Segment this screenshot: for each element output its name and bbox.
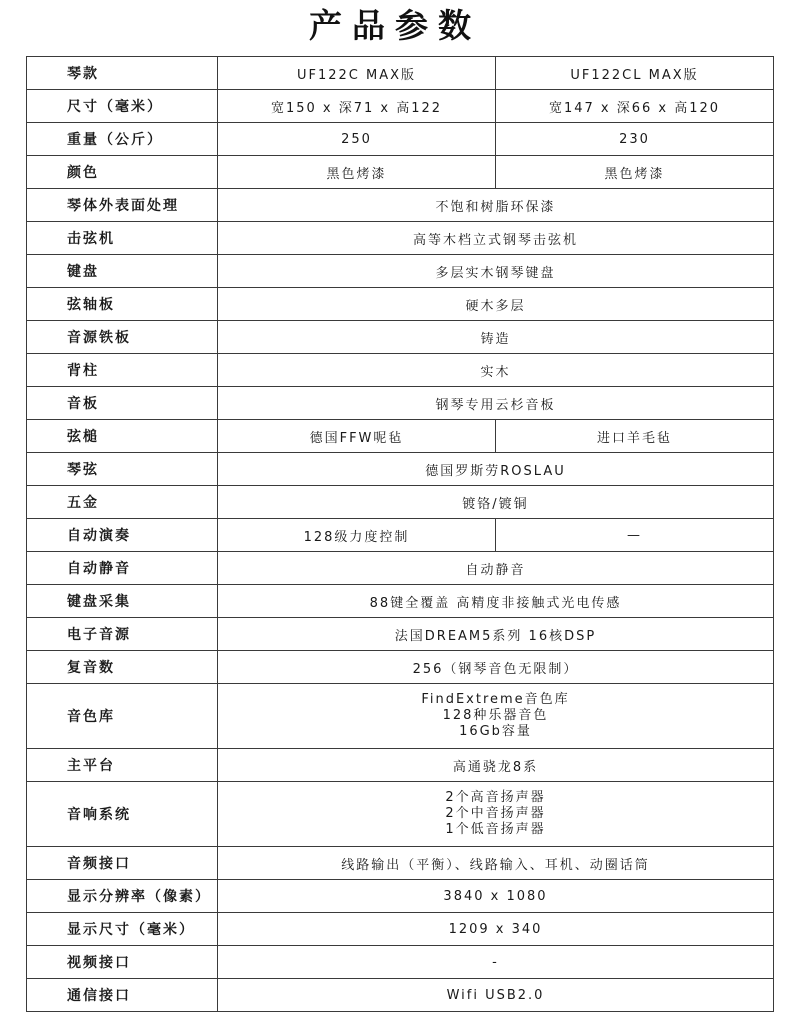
row-label: 主平台 xyxy=(27,749,218,782)
table-row xyxy=(27,354,774,387)
cell-line: 16Gb容量 xyxy=(459,724,532,739)
cell-value: 88键全覆盖 高精度非接触式光电传感 xyxy=(218,585,774,618)
row-label: 通信接口 xyxy=(27,979,218,1012)
row-label: 弦槌 xyxy=(27,420,218,453)
table-row xyxy=(27,486,774,519)
cell-value: 德国FFW呢毡 xyxy=(218,420,496,453)
cell-line: 128种乐器音色 xyxy=(442,708,549,723)
table-row xyxy=(27,847,774,880)
cell-value: 钢琴专用云杉音板 xyxy=(218,387,774,420)
row-label: 颜色 xyxy=(27,156,218,189)
cell-value: 多层实木钢琴键盘 xyxy=(218,255,774,288)
cell-value: UF122C MAX版 xyxy=(218,57,496,90)
table-row xyxy=(27,979,774,1012)
page-title: 产品参数 xyxy=(309,6,481,45)
cell-value: 自动静音 xyxy=(218,552,774,585)
cell-value: — xyxy=(496,519,774,552)
row-label: 背柱 xyxy=(27,354,218,387)
cell-value: 250 xyxy=(218,123,496,156)
table-row xyxy=(27,222,774,255)
row-label: 音频接口 xyxy=(27,847,218,880)
cell-value: 1209 x 340 xyxy=(218,913,774,946)
table-row xyxy=(27,420,774,453)
cell-value: 高通骁龙8系 xyxy=(218,749,774,782)
table-row xyxy=(27,57,774,90)
row-label: 音源铁板 xyxy=(27,321,218,354)
table-row xyxy=(27,585,774,618)
table-row xyxy=(27,288,774,321)
cell-value: 128级力度控制 xyxy=(218,519,496,552)
row-label: 键盘采集 xyxy=(27,585,218,618)
row-label: 琴体外表面处理 xyxy=(27,189,218,222)
cell-line: FindExtreme音色库 xyxy=(421,692,570,707)
row-label: 琴弦 xyxy=(27,453,218,486)
cell-value xyxy=(218,782,774,847)
row-label: 自动静音 xyxy=(27,552,218,585)
table-row xyxy=(27,90,774,123)
row-label: 音色库 xyxy=(27,684,218,749)
row-label: 自动演奏 xyxy=(27,519,218,552)
table-row xyxy=(27,189,774,222)
cell-value: 3840 x 1080 xyxy=(218,880,774,913)
row-label: 琴款 xyxy=(27,57,218,90)
table-row xyxy=(27,387,774,420)
row-label: 显示分辨率（像素） xyxy=(27,880,218,913)
table-row xyxy=(27,453,774,486)
table-row xyxy=(27,123,774,156)
row-label: 音板 xyxy=(27,387,218,420)
cell-value: 黑色烤漆 xyxy=(218,156,496,189)
cell-value: 不饱和树脂环保漆 xyxy=(218,189,774,222)
table-row xyxy=(27,321,774,354)
table-row xyxy=(27,880,774,913)
table-row xyxy=(27,156,774,189)
row-label: 音响系统 xyxy=(27,782,218,847)
cell-value: 线路输出（平衡）、线路输入、耳机、动圈话筒 xyxy=(218,847,774,880)
table-row xyxy=(27,552,774,585)
row-label: 视频接口 xyxy=(27,946,218,979)
cell-value: 宽147 x 深66 x 高120 xyxy=(496,90,774,123)
cell-value: - xyxy=(218,946,774,979)
cell-value: 黑色烤漆 xyxy=(496,156,774,189)
cell-value xyxy=(218,684,774,749)
table-row xyxy=(27,913,774,946)
spec-table xyxy=(26,56,774,1012)
cell-value: Wifi USB2.0 xyxy=(218,979,774,1012)
row-label: 五金 xyxy=(27,486,218,519)
cell-value: 高等木档立式钢琴击弦机 xyxy=(218,222,774,255)
table-row xyxy=(27,749,774,782)
cell-value: 进口羊毛毡 xyxy=(496,420,774,453)
cell-value: 宽150 x 深71 x 高122 xyxy=(218,90,496,123)
cell-line: 1个低音扬声器 xyxy=(445,822,546,837)
cell-value: 实木 xyxy=(218,354,774,387)
table-row xyxy=(27,782,774,847)
row-label: 显示尺寸（毫米） xyxy=(27,913,218,946)
row-label: 重量（公斤） xyxy=(27,123,218,156)
table-row xyxy=(27,684,774,749)
row-label: 击弦机 xyxy=(27,222,218,255)
table-row xyxy=(27,651,774,684)
cell-value: UF122CL MAX版 xyxy=(496,57,774,90)
table-row xyxy=(27,946,774,979)
cell-value: 德国罗斯劳ROSLAU xyxy=(218,453,774,486)
cell-line: 2个中音扬声器 xyxy=(445,806,546,821)
cell-line: 2个高音扬声器 xyxy=(445,790,546,805)
cell-value: 256（钢琴音色无限制） xyxy=(218,651,774,684)
row-label: 弦轴板 xyxy=(27,288,218,321)
row-label: 电子音源 xyxy=(27,618,218,651)
cell-value: 镀铬/镀铜 xyxy=(218,486,774,519)
table-row xyxy=(27,519,774,552)
row-label: 键盘 xyxy=(27,255,218,288)
cell-value: 法国DREAM5系列 16核DSP xyxy=(218,618,774,651)
cell-value: 硬木多层 xyxy=(218,288,774,321)
cell-value: 230 xyxy=(496,123,774,156)
row-label: 尺寸（毫米） xyxy=(27,90,218,123)
row-label: 复音数 xyxy=(27,651,218,684)
table-row xyxy=(27,618,774,651)
cell-value: 铸造 xyxy=(218,321,774,354)
table-row xyxy=(27,255,774,288)
